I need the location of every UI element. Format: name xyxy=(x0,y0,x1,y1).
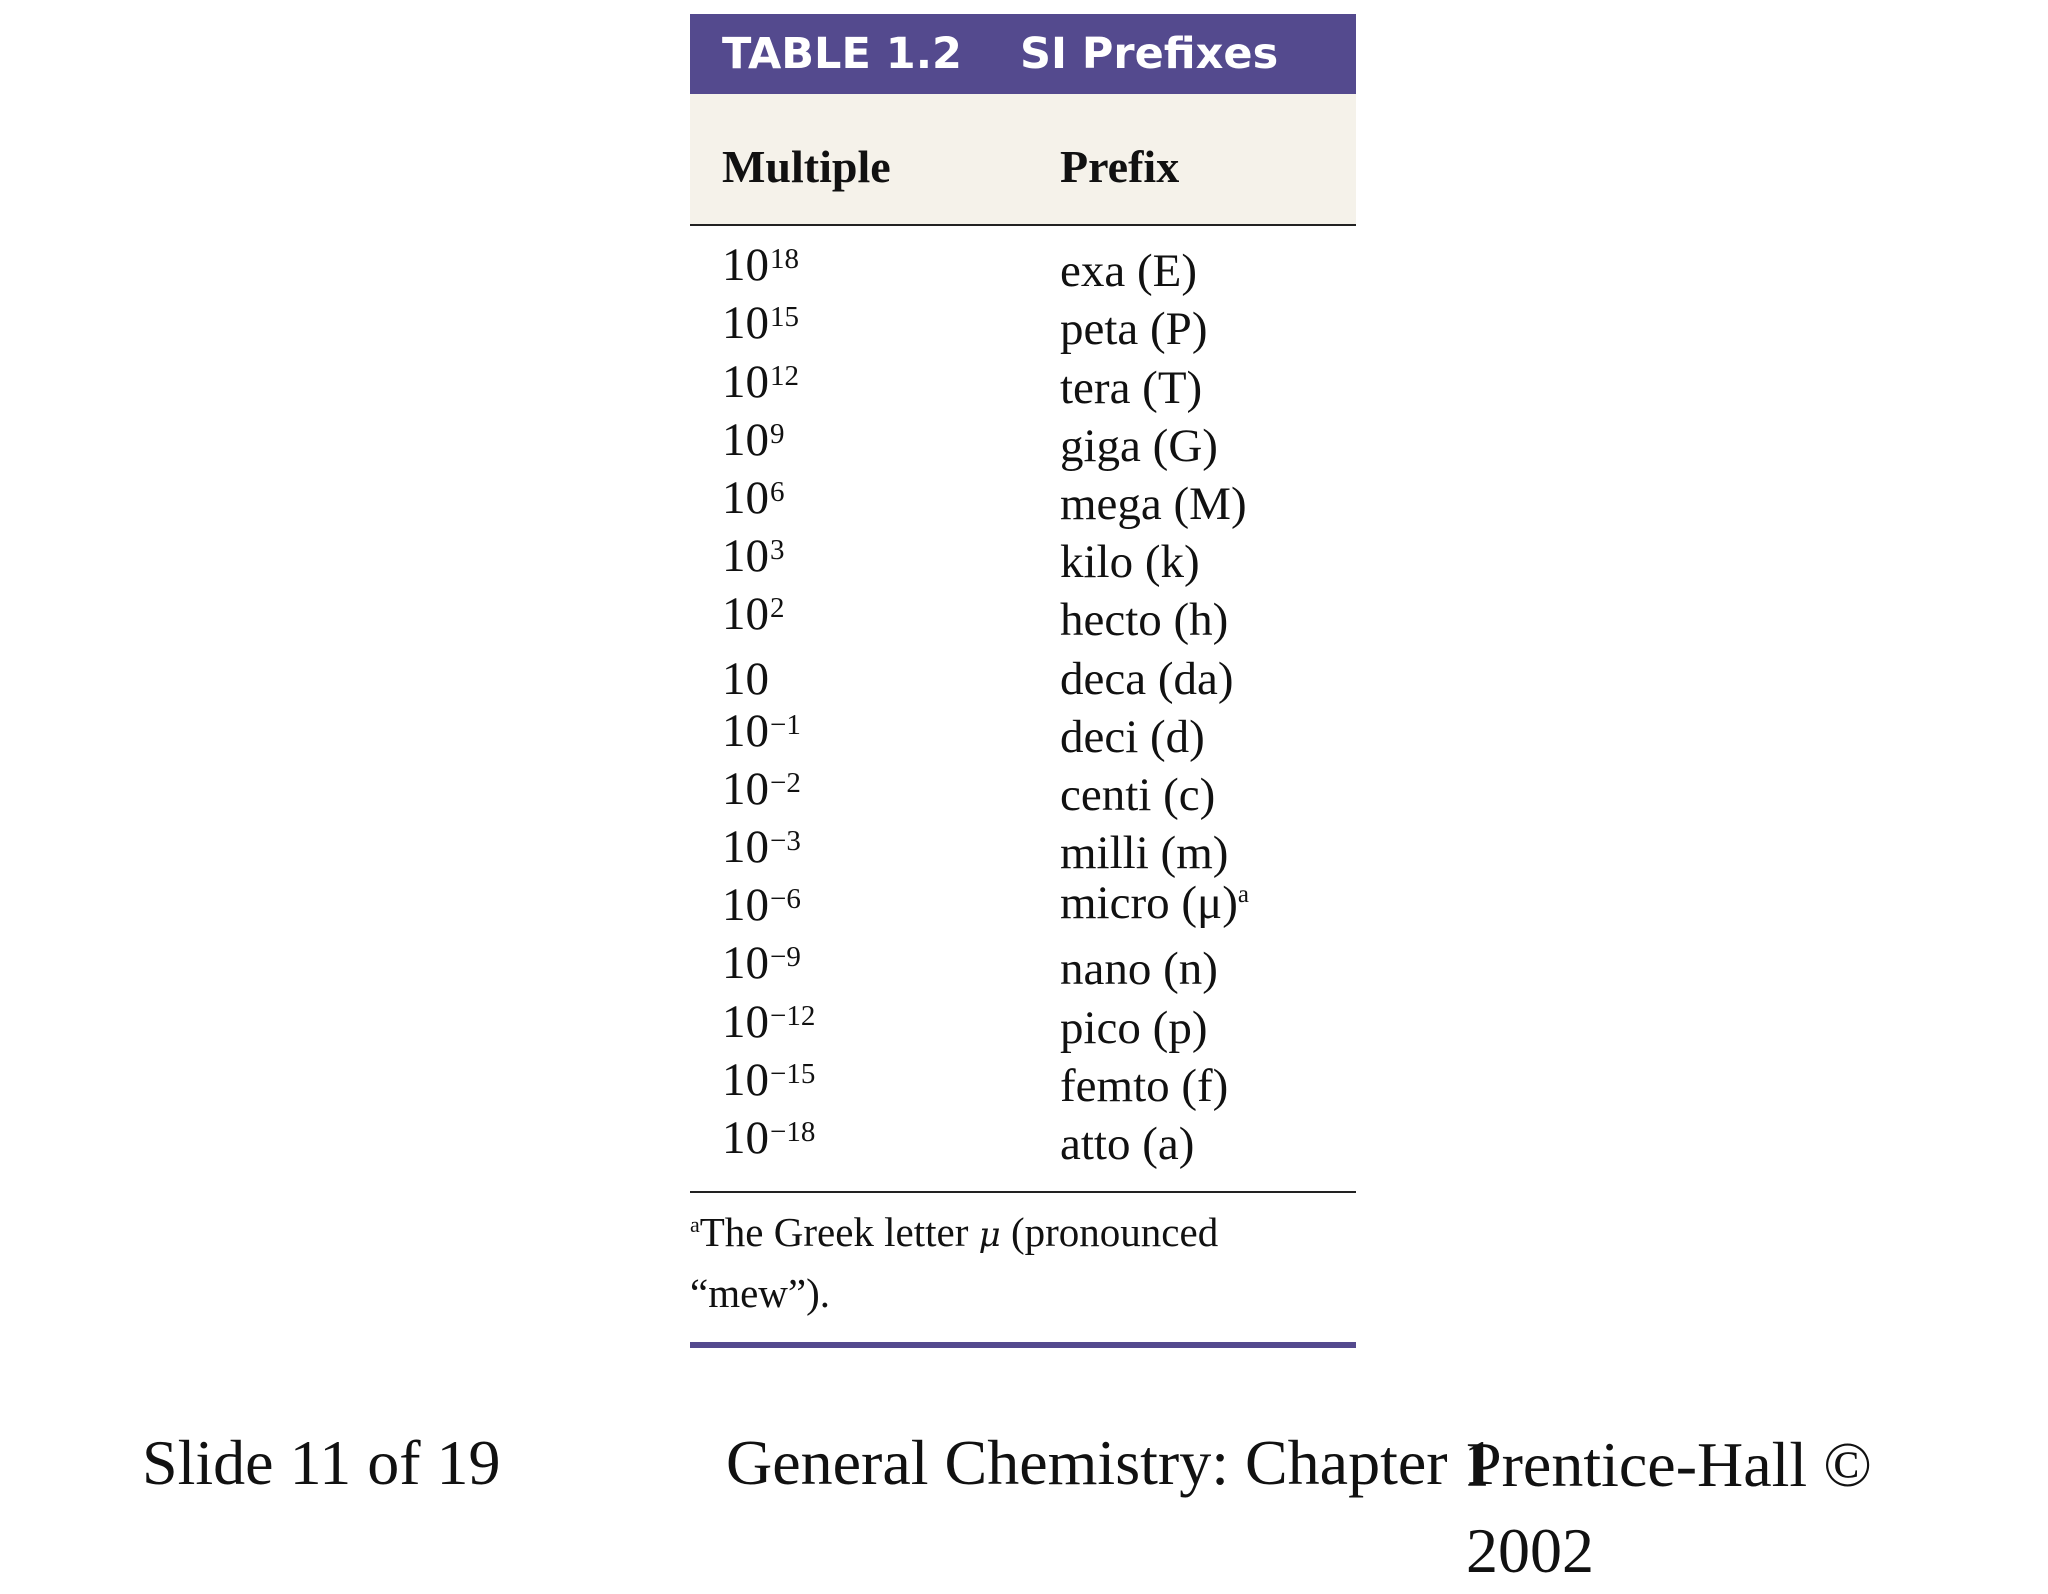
multiple-base: 10 xyxy=(722,995,769,1048)
si-prefixes-table xyxy=(690,14,1356,1348)
table-row xyxy=(690,995,1356,1056)
multiple-cell xyxy=(690,993,1060,1057)
prefix-name: deca (da) xyxy=(1060,652,1234,705)
multiple-cell xyxy=(690,585,1060,649)
prefix-cell xyxy=(1060,766,1356,824)
chapter-title: General Chemistry: Chapter 1 xyxy=(726,1427,1496,1498)
table-row xyxy=(690,297,1356,358)
table-row xyxy=(690,588,1356,649)
table-row xyxy=(690,471,1356,533)
prefix-cell xyxy=(1060,874,1356,940)
multiple-base: 10 xyxy=(722,879,769,932)
prefix-name: deci (d) xyxy=(1060,710,1205,763)
table-row xyxy=(690,649,1356,707)
multiple-exponent: −6 xyxy=(770,883,801,916)
table-row xyxy=(690,937,1356,998)
multiple-base: 10 xyxy=(722,652,769,705)
multiple-cell xyxy=(690,1051,1060,1115)
footnote-symbol: μ xyxy=(978,1215,1001,1255)
table-title: SI Prefixes xyxy=(1019,29,1279,79)
footnote-text-before: The Greek letter xyxy=(699,1209,979,1255)
multiple-cell xyxy=(690,702,1060,766)
prefix-cell xyxy=(1060,300,1356,358)
table-row xyxy=(690,1053,1356,1115)
multiple-cell xyxy=(690,650,1060,708)
multiple-exponent: −18 xyxy=(770,1116,816,1148)
multiple-exponent: −2 xyxy=(770,766,801,799)
multiple-cell xyxy=(690,236,1060,300)
multiple-base: 10 xyxy=(722,588,769,641)
prefix-name: mega (M) xyxy=(1060,477,1247,530)
multiple-exponent: 18 xyxy=(770,243,799,276)
multiple-cell xyxy=(690,760,1060,824)
multiple-exponent: 15 xyxy=(770,301,799,334)
table-row xyxy=(690,239,1356,300)
prefix-name: atto (a) xyxy=(1060,1118,1195,1170)
multiple-base: 10 xyxy=(722,471,769,524)
table-footnote xyxy=(690,1191,1356,1348)
multiple-cell xyxy=(690,353,1060,417)
prefix-name: tera (T) xyxy=(1060,361,1203,414)
footnote-line2: “mew”). xyxy=(690,1270,830,1316)
prefix-name: nano (n) xyxy=(1060,943,1218,996)
multiple-cell xyxy=(690,1109,1060,1173)
multiple-exponent: −12 xyxy=(770,999,816,1032)
publisher-credit: Prentice-Hall © 2002 xyxy=(1466,1429,1872,1586)
multiple-exponent: 9 xyxy=(770,417,785,450)
prefix-cell xyxy=(1060,591,1356,649)
prefix-cell xyxy=(1060,533,1356,591)
prefix-cell xyxy=(1060,1057,1356,1115)
multiple-exponent: 2 xyxy=(770,592,785,625)
multiple-base: 10 xyxy=(722,762,769,815)
table-number: TABLE 1.2 xyxy=(722,29,962,79)
prefix-name: exa (E) xyxy=(1060,245,1197,298)
prefix-name: centi (c) xyxy=(1060,768,1216,821)
multiple-base: 10 xyxy=(722,821,769,874)
table-body xyxy=(690,226,1356,1191)
prefix-name: micro (μ) xyxy=(1060,877,1238,930)
prefix-name: hecto (h) xyxy=(1060,594,1229,647)
prefix-cell xyxy=(1060,475,1356,533)
prefix-cell xyxy=(1060,650,1356,708)
table-row xyxy=(690,877,1356,940)
table-row xyxy=(690,530,1356,591)
footnote-text-after: (pronounced xyxy=(1000,1209,1219,1255)
table-banner xyxy=(690,14,1356,94)
multiple-base: 10 xyxy=(722,239,769,292)
multiple-base: 10 xyxy=(722,704,769,757)
prefix-name: kilo (k) xyxy=(1060,536,1200,589)
prefix-cell xyxy=(1060,417,1356,475)
table-row xyxy=(690,704,1356,766)
prefix-name: giga (G) xyxy=(1060,419,1218,472)
multiple-base: 10 xyxy=(722,1053,769,1106)
prefix-cell xyxy=(1060,940,1356,998)
multiple-exponent: −9 xyxy=(770,941,801,974)
multiple-cell xyxy=(690,818,1060,882)
column-header-prefix: Prefix xyxy=(1060,140,1180,192)
multiple-base: 10 xyxy=(722,1112,769,1164)
multiple-base: 10 xyxy=(722,413,769,466)
multiple-exponent: 6 xyxy=(770,475,785,508)
table-row xyxy=(690,1112,1356,1173)
table-row xyxy=(690,355,1356,416)
multiple-cell xyxy=(690,294,1060,358)
prefix-name: peta (P) xyxy=(1060,303,1208,356)
multiple-exponent: −3 xyxy=(770,825,801,858)
multiple-exponent: −1 xyxy=(770,708,801,741)
multiple-cell xyxy=(690,527,1060,591)
multiple-cell xyxy=(690,876,1060,940)
prefix-cell xyxy=(1060,242,1356,300)
multiple-cell xyxy=(690,411,1060,475)
table-row xyxy=(690,413,1356,475)
multiple-exponent: 3 xyxy=(770,534,785,567)
table-header-row xyxy=(690,94,1356,226)
multiple-base: 10 xyxy=(722,937,769,990)
table-row xyxy=(690,762,1356,824)
prefix-cell xyxy=(1060,999,1356,1057)
multiple-exponent: 12 xyxy=(770,359,799,392)
prefix-cell xyxy=(1060,708,1356,766)
footnote-marker: a xyxy=(690,1212,700,1237)
prefix-name: milli (m) xyxy=(1060,827,1229,880)
multiple-exponent: −15 xyxy=(770,1057,816,1090)
multiple-cell xyxy=(690,469,1060,533)
multiple-base: 10 xyxy=(722,297,769,350)
prefix-name: pico (p) xyxy=(1060,1001,1208,1054)
prefix-cell xyxy=(1060,1115,1356,1173)
prefix-footnote-marker: a xyxy=(1237,881,1249,909)
prefix-name: femto (f) xyxy=(1060,1059,1229,1112)
multiple-base: 10 xyxy=(722,355,769,408)
column-header-multiple: Multiple xyxy=(722,140,891,192)
multiple-cell xyxy=(690,934,1060,998)
slide-number: Slide 11 of 19 xyxy=(142,1427,501,1498)
prefix-cell xyxy=(1060,359,1356,417)
multiple-base: 10 xyxy=(722,530,769,583)
